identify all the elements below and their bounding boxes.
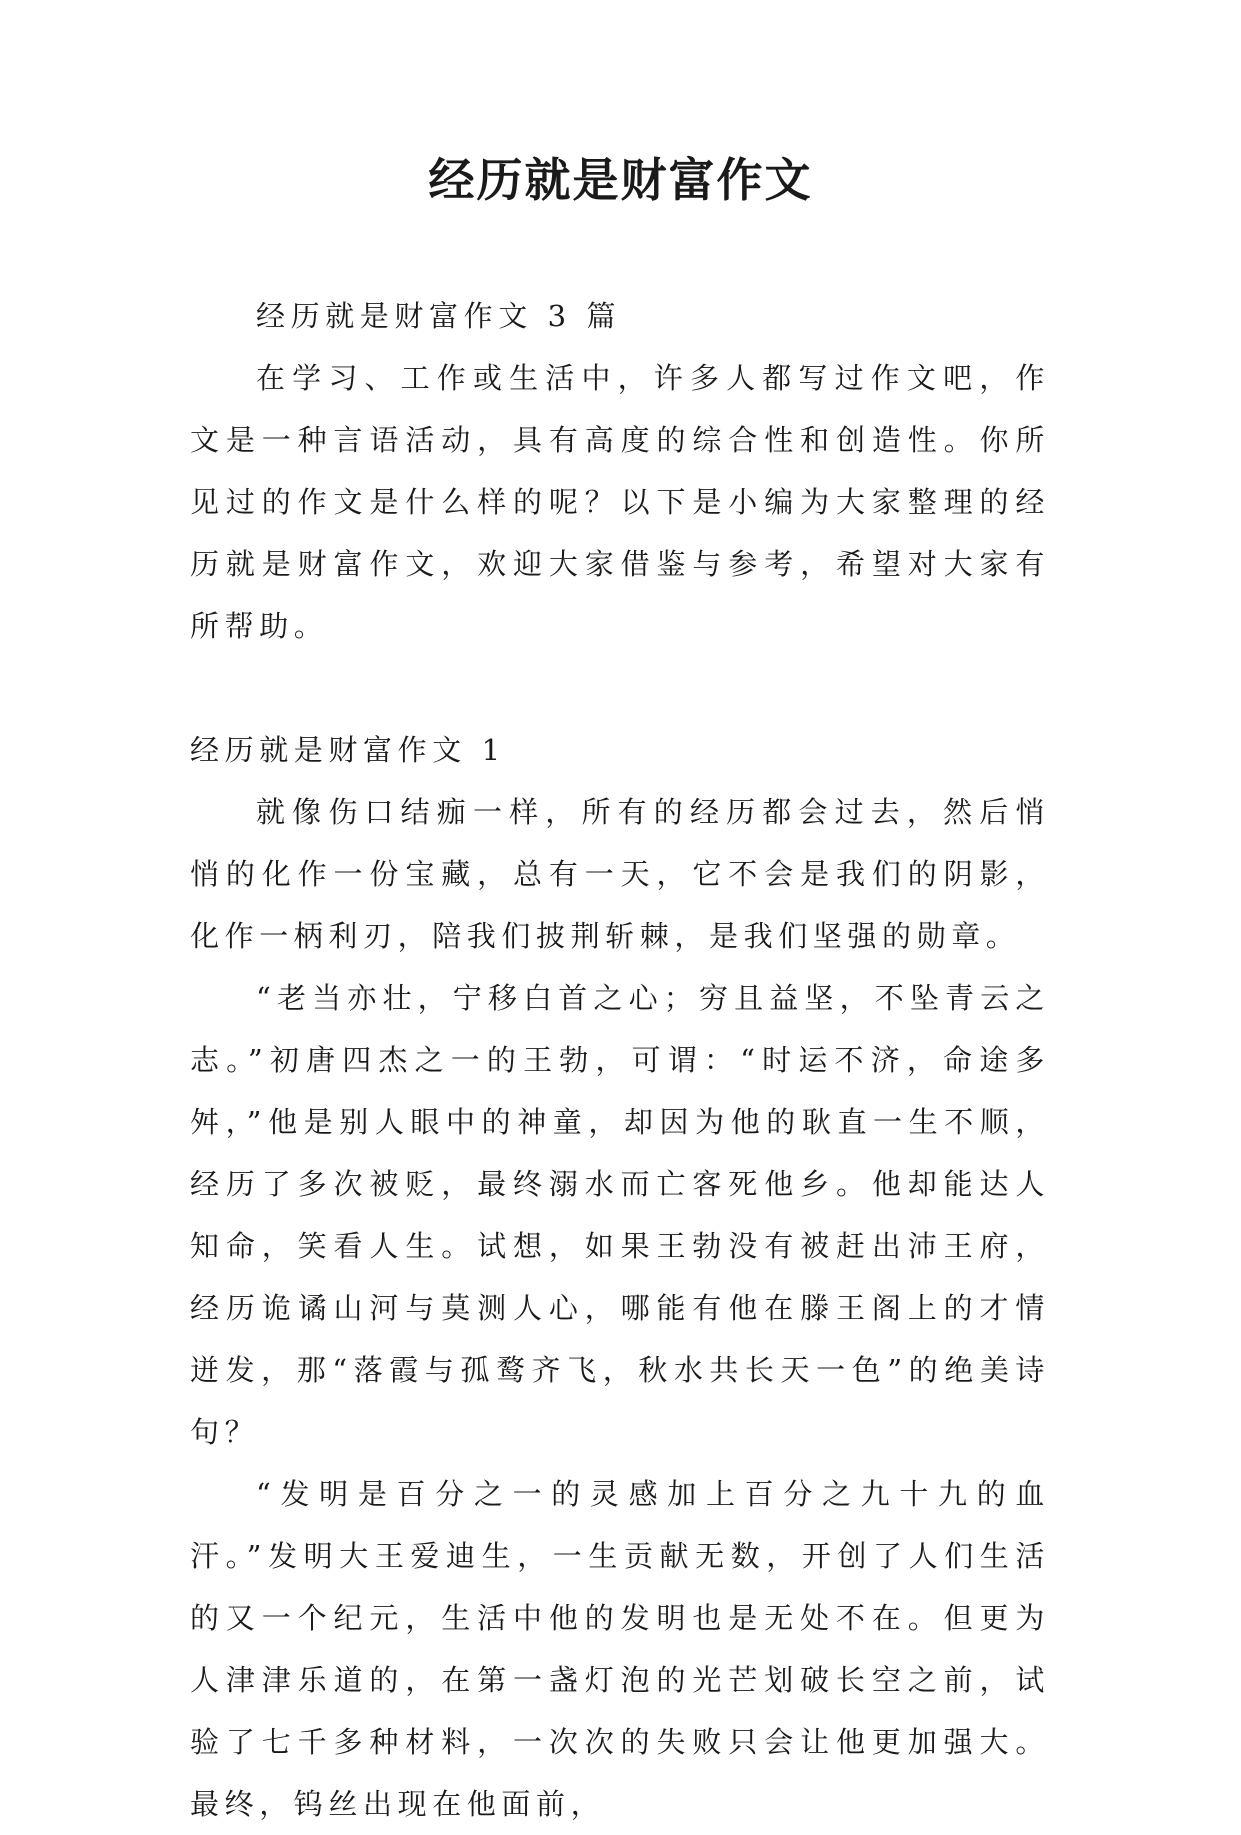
paragraph-body-1: 就像伤口结痂一样，所有的经历都会过去，然后悄悄的化作一份宝藏，总有一天，它不会是我们的阴影，化作一柄利刃，陪我们披荆斩棘，是我们坚强的勋章。	[190, 795, 1050, 953]
document-body	[190, 285, 1050, 1835]
document-title: 经历就是财富作文	[428, 153, 813, 207]
paragraph-body-2: “老当亦壮，宁移白首之心；穷且益坚，不坠青云之志。”初唐四杰之一的王勃，可谓：“时运不济，命途多舛，”他是别人眼中的神童，却因为他的耿直一生不顺，经历了多次被贬，最终溺水而亡客死他乡。他却能达人知命，笑看人生。试想，如果王勃没有被赶出沛王府，经历诡谲山河与莫测人心，哪能有他在滕王阁上的才情迸发，那“落霞与孤鹜齐飞，秋水共长天一色”的绝美诗句？	[190, 981, 1050, 1449]
paragraph-body-3: “发明是百分之一的灵感加上百分之九十九的血汗。”发明大王爱迪生，一生贡献无数，开创了人们生活的又一个纪元，生活中他的发明也是无处不在。但更为人津津乐道的，在第一盏灯泡的光芒划破长空之前，试验了七千多种材料，一次次的失败只会让他更加强大。最终，钨丝出现在他面前，	[190, 1477, 1050, 1821]
blank-line	[190, 657, 1050, 719]
paragraph-subtitle: 经历就是财富作文 3 篇	[256, 299, 622, 333]
section-heading: 经历就是财富作文 1	[190, 733, 506, 767]
paragraph-intro: 在学习、工作或生活中，许多人都写过作文吧，作文是一种言语活动，具有高度的综合性和创造性。你所见过的作文是什么样的呢？以下是小编为大家整理的经历就是财富作文，欢迎大家借鉴与参考，希望对大家有所帮助。	[190, 361, 1050, 643]
